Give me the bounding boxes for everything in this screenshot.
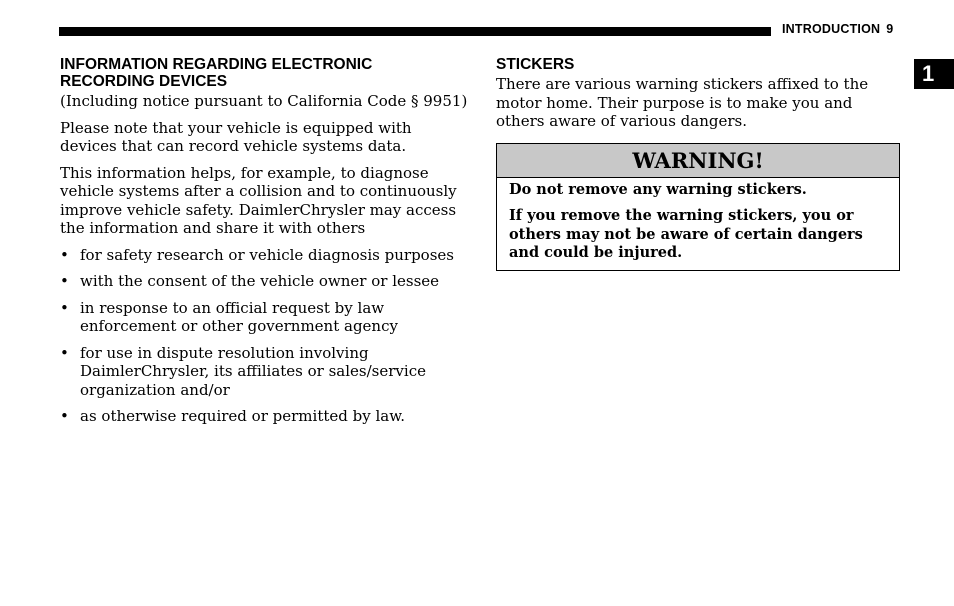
section-title: INTRODUCTION: [782, 22, 881, 36]
list-item-text: for use in dispute resolution involving DaimlerChrysler, its affiliates or sales/service organization and/or: [80, 343, 426, 399]
list-item: [60, 344, 470, 400]
california-code-notice: (Including notice pursuant to California Code § 9951): [60, 92, 468, 110]
warning-title: WARNING!: [497, 144, 899, 178]
body-paragraph: This information helps, for example, to diagnose vehicle systems after a collision and to continuously improve vehicle safety. DaimlerChrysler may access the information and share it with others: [60, 163, 457, 237]
section-heading-recording-devices: INFORMATION REGARDING ELECTRONIC RECORDING DEVICES: [60, 56, 373, 90]
bullet-icon: •: [60, 272, 69, 290]
body-paragraph: There are various warning stickers affixed to the motor home. Their purpose is to make you and others aware of various dangers.: [496, 75, 869, 130]
list-item-text: for safety research or vehicle diagnosis purposes: [80, 245, 454, 264]
body-paragraph: Please note that your vehicle is equipped with devices that can record vehicle systems data.: [60, 118, 412, 155]
warning-text: Do not remove any warning stickers.: [509, 180, 807, 198]
bullet-list: [60, 246, 470, 426]
warning-body: [497, 178, 899, 270]
bullet-icon: •: [60, 407, 69, 425]
left-column: [60, 56, 470, 434]
list-item: [60, 246, 470, 265]
bullet-icon: •: [60, 298, 69, 317]
list-item-text: as otherwise required or permitted by law.: [80, 407, 406, 425]
chapter-tab: 1: [914, 59, 954, 89]
bullet-icon: •: [60, 343, 69, 362]
list-item: [60, 407, 470, 426]
section-heading-stickers: STICKERS: [496, 56, 575, 73]
list-item: [60, 272, 470, 291]
page-number: 9: [886, 22, 894, 36]
list-item: [60, 299, 470, 336]
warning-text: If you remove the warning stickers, you or others may not be aware of certain dangers and could be injured.: [509, 207, 863, 261]
list-item-text: in response to an official request by law enforcement or other government agency: [80, 298, 398, 335]
list-item-text: with the consent of the vehicle owner or lessee: [80, 272, 440, 290]
warning-box: [496, 143, 900, 271]
header-rule: [59, 27, 771, 36]
running-head: [782, 22, 893, 36]
right-column: [496, 56, 900, 271]
bullet-icon: •: [60, 245, 69, 264]
